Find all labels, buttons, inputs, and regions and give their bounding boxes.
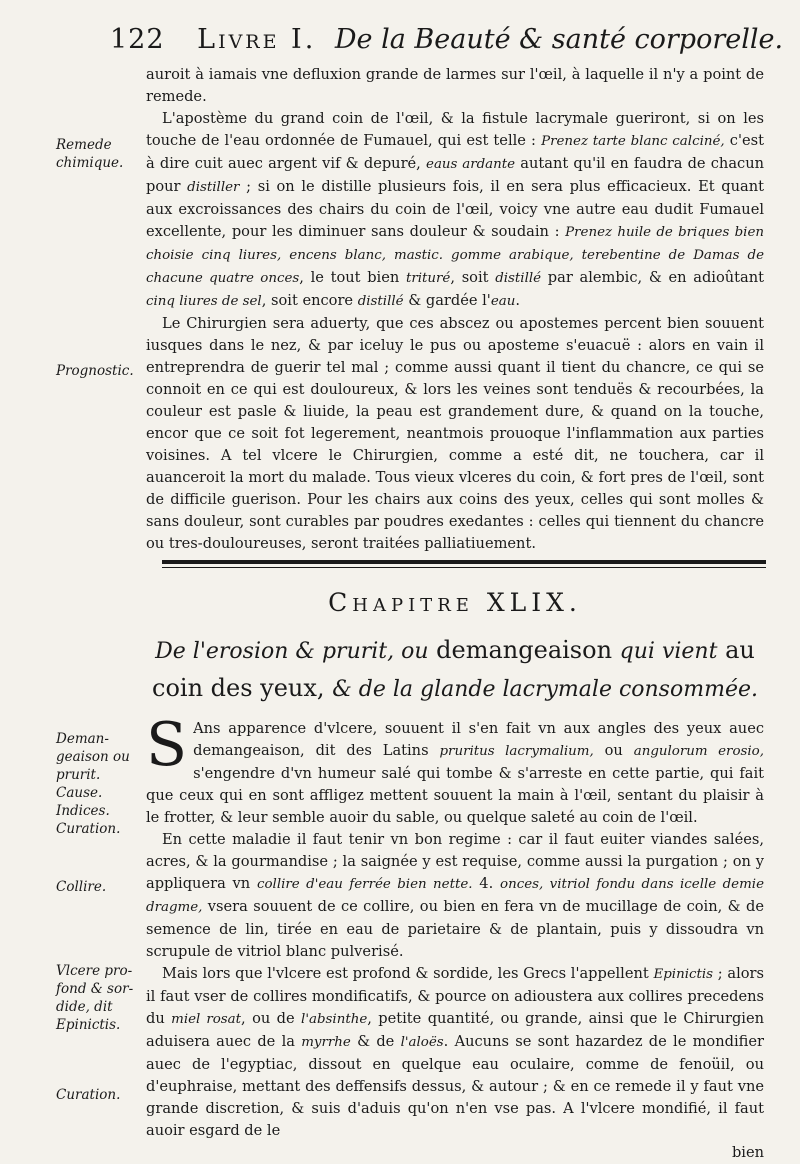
sidenote-remede [56,136,146,172]
paragraph-chirurgien: Le Chirurgien sera aduerty, que ces abscez ou apostemes percent bien souuent iusques dans le nez, & par iceluy le pus ou aposteme s'euacuë : alors en vain il entreprendra de guerir tel mal ; comme aussi quant il tient du chancre, ce qui se connoit en ce qui est douloureux, & lors les veines sont tenduës & recourbées, la couleur est pasle & liuide, la peau est grandement dure, & quand on la touche, encor que ce soit fot legerement, neantmois prouoque l'inflammation aux parties voisines. A tel vlcere le Chirurgien, comme a esté dit, ne touchera, car il auanceroit la mort du malade. Tous vieux vlceres du coin, & fort pres de l'œil, sont de difficile guerison. Pour les chairs aux coins des yeux, celles qui sont molles & sans douleur, sont curables par poudres exedantes : celles qui tiennent du chancre ou tres-douloureuses, seront traitées palliatiuement. [146,315,764,552]
sidenote-line: Remede [56,137,112,153]
sidenote-prognostic [56,362,146,380]
paragraph-epinictis: Mais lors que l'vlcere est profond & sordide, les Grecs l'appellent Epinictis ; alors il faut vser de collires mondificatifs, & pource on adioustera aux collires precedens du miel rosat, ou de l'absinthe, petite quantité, ou grande, ainsi que le Chirurgien aduisera auec de la myrrhe & de l'aloës. Aucuns se sont hazardez de le mondifier auec de l'egyptiac, dissout en quelque eau oculaire, comme de fenoüil, ou d'euphraise, mettant des deffensifs dessus, & autour ; & en ce remede il y faut vne grande discretion, & suis d'aduis qu'on n'en vse pas. A l'vlcere mondifié, il faut auoir esgard de le [146,965,764,1139]
running-header [110,24,784,60]
sidenote-line: Curation. [56,821,121,837]
sidenote-line: Prognostic. [56,363,134,379]
sidenote-line: prurit. [56,767,101,783]
paragraph-erosion: S Ans apparence d'vlcere, souuent il s'en fait vn aux angles des yeux auec demangeaison, dit des Latins pruritus lacrymalium, ou angulorum erosio, s'engendre d'vn humeur salé qui tombe & s'arreste en cette partie, qui fait que ceux qui en sont affligez mettent souuent la main à l'œil, sentant du plaisir à le frotter, & leur semble auoir du sable, ou quelque saleté au coin de l'œil. [146,710,764,826]
paragraph-aposteme: L'apostème du grand coin de l'œil, & la fistule lacrymale gueriront, si on les touche de l'eau ordonnée de Fumauel, qui est telle : Prenez tarte blanc calciné, c'est à dire cuit auec argent vif & depuré, eaus ardante autant qu'il en faudra de chacun pour distiller ; si on le distille plusieurs fois, il en sera plus efficacieux. Et quant aux excroissances des chairs du coin de l'œil, voicy vne autre eau dudit Fumauel excellente, pour les diminuer sans douleur & soudain : Prenez huile de briques bien choisie cinq liures, encens blanc, mastic. gomme arabique, terebentine de Damas de chacune quatre onces, le tout bien trituré, soit distillé par alembic, & en adioûtant cinq liures de sel, soit encore distillé & gardée l'eau. [146,110,764,309]
upper-text-block [146,64,764,555]
sidenote-curation [56,1086,146,1104]
sidenote-line: Cause. [56,785,103,801]
chapter-title: De l'erosion & prurit, ou demangeaison qui vient au coin des yeux, & de la glande lacrymale consommée. [152,636,758,702]
paragraph-continuation: auroit à iamais vne defluxion grande de larmes sur l'œil, à laquelle il n'y a point de remede. [146,66,764,105]
sidenote-line: geaison ou [56,749,130,765]
section-divider-thick [162,560,766,564]
running-title: De la Beauté & santé corporelle. [334,24,784,55]
sidenote-line: Deman- [56,731,109,747]
catchword: bien [731,1144,764,1161]
lower-text-block [146,710,765,1164]
sidenote-line: fond & sor- [56,981,134,997]
sidenote-demangeaison [56,730,146,838]
sidenote-line: Curation. [56,1087,121,1103]
sidenote-collire [56,878,146,896]
paragraph-regime: En cette maladie il faut tenir vn bon regime : car il faut euiter viandes salées, acres, & la gourmandise ; la saignée y est requise, comme aussi la purgation ; on y appliquera vn collire d'eau ferrée bien nette. 4. onces, vitriol fondu dans icelle demie dragme, vsera souuent de ce collire, ou bien en fera vn de mucillage de coin, & de semence de lin, tirée en eau de parietaire & de plantain, puis y dissoudra vn scrupule de vitriol blanc pulverisé. [146,831,765,960]
sidenote-line: Collire. [56,879,107,895]
sidenote-line: chimique. [56,155,124,171]
chapter-heading: Chapitre XLIX. [328,588,582,617]
sidenote-vlcere [56,962,146,1034]
sidenote-line: Vlcere pro- [56,963,133,979]
drop-cap: S [146,710,188,780]
page-number: 122 [110,24,165,55]
sidenote-line: dide, dit [56,999,113,1015]
book-section: Livre I. [197,24,317,55]
sidenote-line: Epinictis. [56,1017,121,1033]
sidenote-line: Indices. [56,803,110,819]
section-divider-thin [162,567,766,568]
